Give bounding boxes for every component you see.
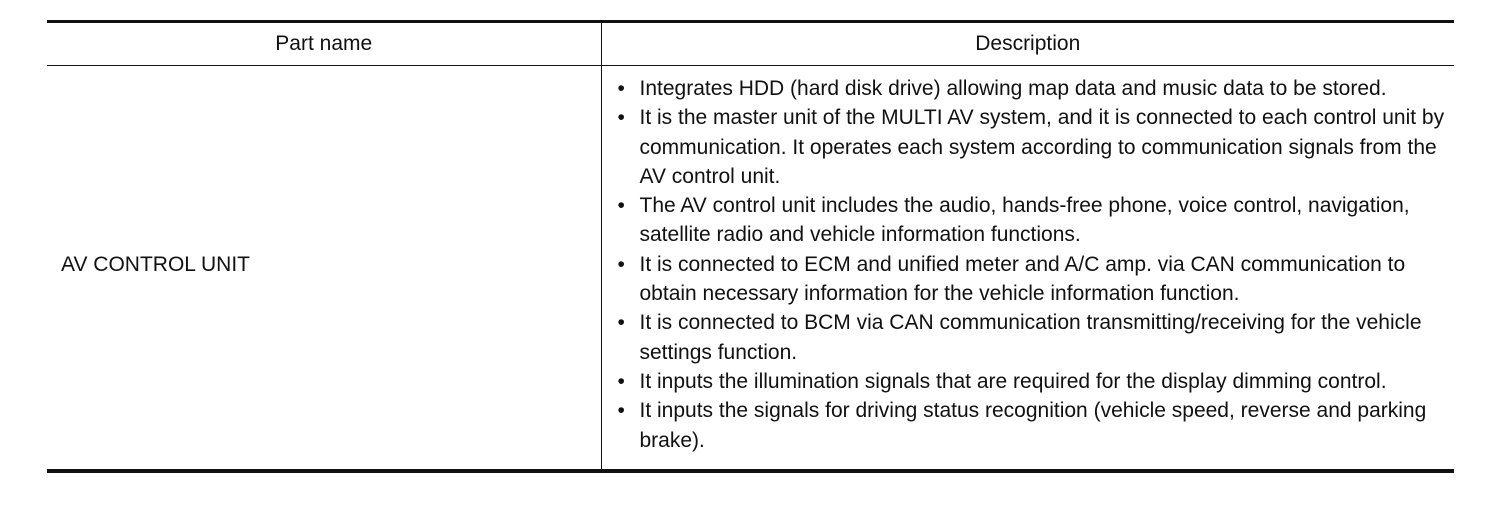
part-name-cell: AV CONTROL UNIT	[47, 66, 601, 471]
table-header	[47, 22, 1454, 66]
list-item	[618, 308, 1449, 367]
parts-table	[47, 20, 1454, 473]
header-description: Description	[601, 22, 1454, 66]
bullet: •	[617, 311, 625, 335]
bullet: •	[617, 369, 625, 393]
list-item-text: It inputs the illumination signals that are required for the display dimming control.	[639, 369, 1387, 393]
table-body	[47, 66, 1454, 471]
bullet: •	[617, 106, 625, 130]
table-row	[47, 66, 1454, 471]
header-row	[47, 22, 1454, 66]
list-item	[618, 250, 1449, 309]
list-item-text: It inputs the signals for driving status recognition (vehicle speed, reverse and parking brake).	[639, 399, 1427, 452]
description-list	[618, 74, 1449, 455]
list-item	[618, 367, 1449, 396]
parts-description-table	[47, 20, 1454, 473]
list-item-text: It is connected to ECM and unified meter and A/C amp. via CAN communication to obtain necessary information for the vehicle information function.	[639, 252, 1406, 306]
list-item-text: Integrates HDD (hard disk drive) allowing map data and music data to be stored.	[639, 77, 1387, 100]
bullet: •	[617, 77, 625, 100]
list-item	[618, 103, 1449, 191]
description-cell	[601, 66, 1454, 471]
bullet: •	[617, 399, 625, 423]
bullet: •	[617, 252, 625, 276]
list-item	[618, 74, 1449, 103]
list-item	[618, 396, 1449, 455]
list-item-text: It is connected to BCM via CAN communication transmitting/receiving for the vehicle settings function.	[639, 311, 1422, 364]
list-item-text: The AV control unit includes the audio, hands-free phone, voice control, navigation, satellite radio and vehicle information functions.	[639, 194, 1410, 247]
list-item-text: It is the master unit of the MULTI AV system, and it is connected to each control unit by communication. It operates each system according to communication signals from the AV control unit.	[639, 106, 1445, 188]
header-part-name: Part name	[47, 22, 601, 66]
list-item	[618, 191, 1449, 250]
bullet: •	[617, 194, 625, 218]
